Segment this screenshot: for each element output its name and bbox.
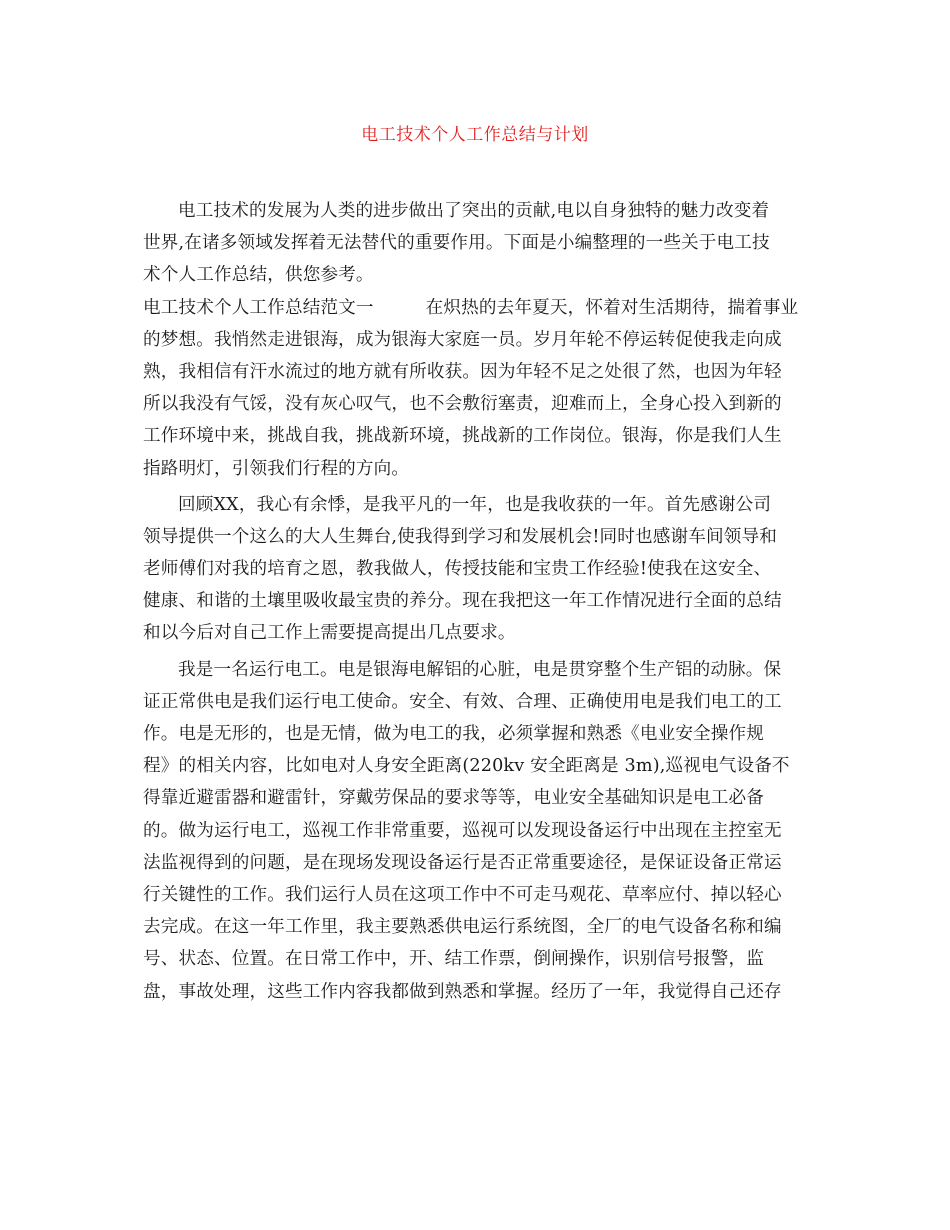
document-body <box>143 195 815 1008</box>
paragraph-line: 盘，事故处理，这些工作内容我都做到熟悉和掌握。经历了一年，我觉得自己还存 <box>143 981 782 1002</box>
intro-line: 世界,在诸多领域发挥着无法替代的重要作用。下面是小编整理的一些关于电工技 <box>143 233 770 254</box>
sample-heading-rest: 在炽热的去年夏天，怀着对生活期待，揣着事业 <box>425 297 799 318</box>
paragraph-line: 熟，我相信有汗水流过的地方就有所收获。因为年轻不足之处很了然，也因为年轻 <box>143 361 782 382</box>
intro-line: 电工技术的发展为人类的进步做出了突出的贡献,电以自身独特的魅力改变着 <box>178 201 770 221</box>
paragraph-line: 健康、和谐的土壤里吸收最宝贵的养分。现在我把这一年工作情况进行全面的总结 <box>143 591 782 612</box>
paragraph-line: 法监视得到的问题，是在现场发现设备运行是否正常重要途径，是保证设备正常运 <box>143 852 782 873</box>
paragraph-line: 号、状态、位置。在日常工作中，开、结工作票，倒闸操作，识别信号报警，监 <box>143 949 765 970</box>
paragraph-line: 所以我没有气馁，没有灰心叹气，也不会敷衍塞责，迎难而上，全身心投入到新的 <box>143 394 782 415</box>
paragraph-line: 得靠近避雷器和避雷针，穿戴劳保品的要求等等，电业安全基础知识是电工必备 <box>143 788 765 809</box>
paragraph-line: 证正常供电是我们运行电工使命。安全、有效、合理、正确使用电是我们电工的工 <box>143 691 782 712</box>
paragraph-line: 作。电是无形的，也是无情，做为电工的我，必须掌握和熟悉《电业安全操作规 <box>143 724 765 744</box>
paragraph-line: 回顾XX，我心有余悸，是我平凡的一年，也是我收获的一年。首先感谢公司 <box>178 494 772 515</box>
paragraph-line: 和以今后对自己工作上需要提高提出几点要求。 <box>143 623 516 644</box>
paragraph-line: 的梦想。我悄然走进银海，成为银海大家庭一员。岁月年轮不停运转促使我走向成 <box>143 329 782 350</box>
paragraph-line: 的。做为运行电工，巡视工作非常重要，巡视可以发现设备运行中出现在主控室无 <box>143 820 782 841</box>
document-title: 电工技术个人工作总结与计划 <box>361 125 589 145</box>
paragraph-line: 工作环境中来，挑战自我，挑战新环境，挑战新的工作岗位。银海，你是我们人生 <box>143 426 782 447</box>
paragraph-line: 老师傅们对我的培育之恩，教我做人，传授技能和宝贵工作经验!使我在这安全、 <box>143 559 772 580</box>
sample-heading-line <box>143 292 815 324</box>
paragraph-line: 指路明灯，引领我们行程的方向。 <box>143 458 410 479</box>
paragraph-line: 行关键性的工作。我们运行人员在这项工作中不可走马观花、草率应付、掉以轻心 <box>143 884 782 905</box>
paragraph-line: 领导提供一个这么的大人生舞台,使我得到学习和发展机会!同时也感谢车间领导和 <box>143 526 777 547</box>
paragraph-line: 我是一名运行电工。电是银海电解铝的心脏，电是贯穿整个生产铝的动脉。保 <box>178 659 782 680</box>
intro-line: 术个人工作总结，供您参考。 <box>143 265 374 286</box>
paragraph-line: 程》的相关内容，比如电对人身安全距离(220kv 安全距离是 3m),巡视电气设备不 <box>143 756 790 777</box>
paragraph-line: 去完成。在这一年工作里，我主要熟悉供电运行系统图，全厂的电气设备名称和编 <box>143 917 782 938</box>
sample-heading: 电工技术个人工作总结范文一 <box>143 297 374 318</box>
